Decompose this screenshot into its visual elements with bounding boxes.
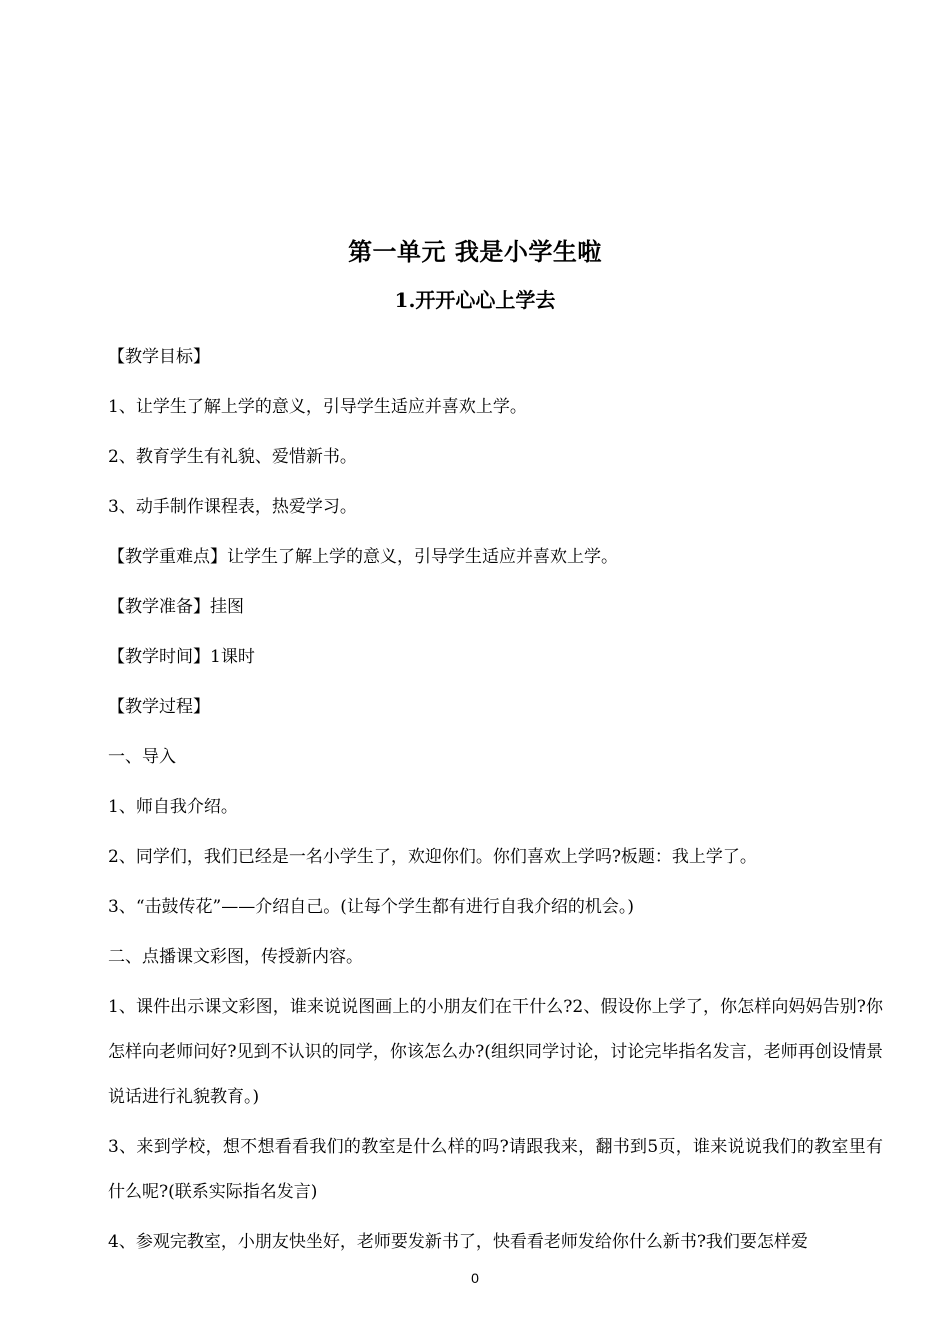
key-difficulties: 【教学重难点】让学生了解上学的意义，引导学生适应并喜欢上学。 xyxy=(108,547,618,567)
section-heading-process: 【教学过程】 xyxy=(108,697,210,717)
objective-item: 1、让学生了解上学的意义，引导学生适应并喜欢上学。 xyxy=(108,397,527,417)
document-title: 第一单元 我是小学生啦 xyxy=(348,237,602,266)
document-body xyxy=(108,332,883,1265)
process-step-heading: 二、点播课文彩图，传授新内容。 xyxy=(108,947,363,967)
process-step-heading: 一、导入 xyxy=(108,747,176,767)
section-heading-objectives: 【教学目标】 xyxy=(108,347,210,367)
process-item: 2、同学们，我们已经是一名小学生了，欢迎你们。你们喜欢上学吗?板题：我上学了。 xyxy=(108,847,757,867)
process-item: 3、“击鼓传花”——介绍自己。(让每个学生都有进行自我介绍的机会。) xyxy=(108,897,634,917)
lesson-title: 1.开开心心上学去 xyxy=(394,288,556,312)
body-paragraph: 3、来到学校，想不想看看我们的教室是什么样的吗?请跟我来，翻书到5页，谁来说说我们的教室里有什么呢?(联系实际指名发言) xyxy=(108,1137,883,1202)
process-item: 1、师自我介绍。 xyxy=(108,797,238,817)
body-paragraph: 1、课件出示课文彩图，谁来说说图画上的小朋友们在干什么?2、假设你上学了，你怎样向妈妈告别?你怎样向老师问好?见到不认识的同学，你该怎么办?(组织同学讨论，讨论完毕指名发言，老师再创设情景说话进行礼貌教育。) xyxy=(108,997,883,1107)
page-number: 0 xyxy=(471,1270,479,1286)
body-paragraph: 4、参观完教室，小朋友快坐好，老师要发新书了，快看看老师发给你什么新书?我们要怎样爱 xyxy=(108,1232,808,1252)
objective-item: 3、动手制作课程表，热爱学习。 xyxy=(108,497,357,517)
teaching-preparation: 【教学准备】挂图 xyxy=(108,597,244,617)
objective-item: 2、教育学生有礼貌、爱惜新书。 xyxy=(108,447,357,467)
teaching-time: 【教学时间】1课时 xyxy=(108,647,255,667)
